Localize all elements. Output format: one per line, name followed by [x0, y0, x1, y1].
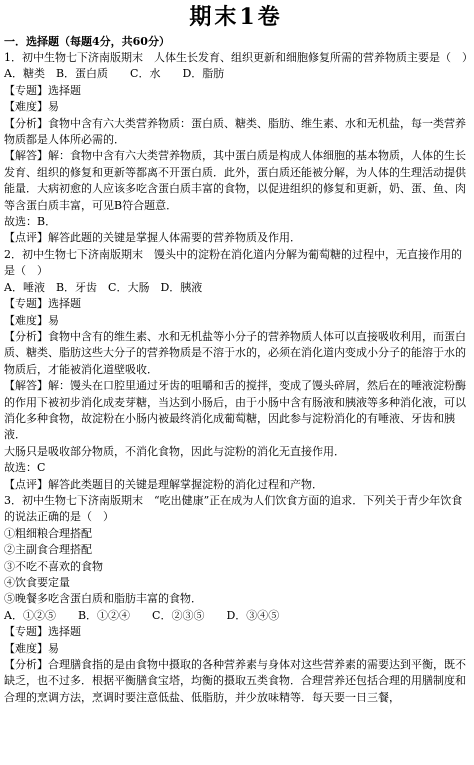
question-stem: 1．初中生物七下济南版期末 人体生长发育、组织更新和细胞修复所需的营养物质主要是（ ） [4, 51, 473, 64]
question-options: A．糖类 B．蛋白质 C．水 D．脂肪 [4, 67, 225, 81]
question-topic: 【专题】选择题 [4, 83, 81, 97]
section-heading: 一．选择题（每题4分，共60分） [4, 35, 170, 48]
statement-item: ③不吃不喜欢的食物 [4, 559, 103, 573]
question-topic: 【专题】选择题 [4, 625, 81, 639]
question-2 [4, 247, 468, 493]
question-comment: 【点评】解答此题的关键是掌握人体需要的营养物质及作用． [4, 231, 301, 245]
statement-item: ①粗细粮合理搭配 [4, 526, 92, 540]
statement-item: ⑤晚餐多吃含蛋白质和脂肪丰富的食物． [4, 592, 202, 606]
statement-item: ④饮食要定量 [4, 576, 70, 589]
question-options: A．①②⑤ B．①②④ C．②③⑤ D．③④⑤ [4, 608, 280, 622]
statement-item: ②主副食合理搭配 [4, 543, 92, 557]
question-stem: 3．初中生物七下济南版期末 “吃出健康”正在成为人们饮食方面的追求．下列关于青少年饮食的说法正确的是（ ） [4, 493, 463, 524]
question-1 [4, 50, 473, 247]
question-analysis: 【分析】食物中含有六大类营养物质：蛋白质、糖类、脂肪、维生素、水和无机盐，每一类营养物质都是人体所必需的． [4, 116, 466, 147]
question-answer: 故选：C [4, 461, 46, 475]
question-stem: 2．初中生物七下济南版期末 馒头中的淀粉在消化道内分解为葡萄糖的过程中，无直接作用的是（ ） [4, 247, 462, 278]
question-comment: 【点评】解答此类题目的关键是理解掌握淀粉的消化过程和产物． [4, 477, 323, 491]
question-solution: 【解答】解：馒头在口腔里通过牙齿的咀嚼和舌的搅拌，变成了馒头碎屑，然后在的唾液淀粉酶的作用下被初步消化成麦芽糖，当达到小肠后，由于小肠中含有肠液和胰液等多种消化液，可以消化多种食物，故淀粉在小肠内被最终消化成葡萄糖，因此参与淀粉消化的有唾液、牙齿和胰液． [4, 379, 466, 442]
question-analysis: 【分析】食物中含有的维生素、水和无机盐等小分子的营养物质人体可以直接吸收利用，而蛋白质、糖类、脂肪这些大分子的营养物质是不溶于水的，必须在消化道内变成小分子的能溶于水的物质后，才能被消化道壁吸收． [4, 329, 466, 376]
question-topic: 【专题】选择题 [4, 297, 81, 311]
question-3 [4, 493, 468, 706]
question-difficulty: 【难度】易 [4, 100, 59, 114]
question-difficulty: 【难度】易 [4, 313, 59, 327]
question-solution: 【解答】解：食物中含有六大类营养物质，其中蛋白质是构成人体细胞的基本物质，人体的生长发育、组织的修复和更新等都离不开蛋白质．此外，蛋白质还能被分解，为人体的生理活动提供能量．大病初愈的人应该多吃含蛋白质丰富的食物，以促进组织的修复和更新，奶、蛋、鱼、肉等含蛋白质丰富，可见B符合题意． [4, 149, 466, 212]
page-title: 期末1卷 [189, 4, 283, 30]
question-options: A．唾液 B．牙齿 C．大肠 D．胰液 [4, 280, 203, 294]
question-difficulty: 【难度】易 [4, 641, 59, 655]
question-answer: 故选：B． [4, 215, 57, 229]
question-analysis: 【分析】合理膳食指的是由食物中摄取的各种营养素与身体对这些营养素的需要达到平衡，既不缺乏，也不过多．根据平衡膳食宝塔，均衡的摄取五类食物．合理营养还包括合理的用膳制度和合理的烹调方法，烹调时要注意低盐、低脂肪，并少放味精等．每天要一日三餐， [4, 658, 466, 704]
question-extra: 大肠只是吸收部分物质，不消化食物，因此与淀粉的消化无直接作用． [4, 444, 345, 458]
